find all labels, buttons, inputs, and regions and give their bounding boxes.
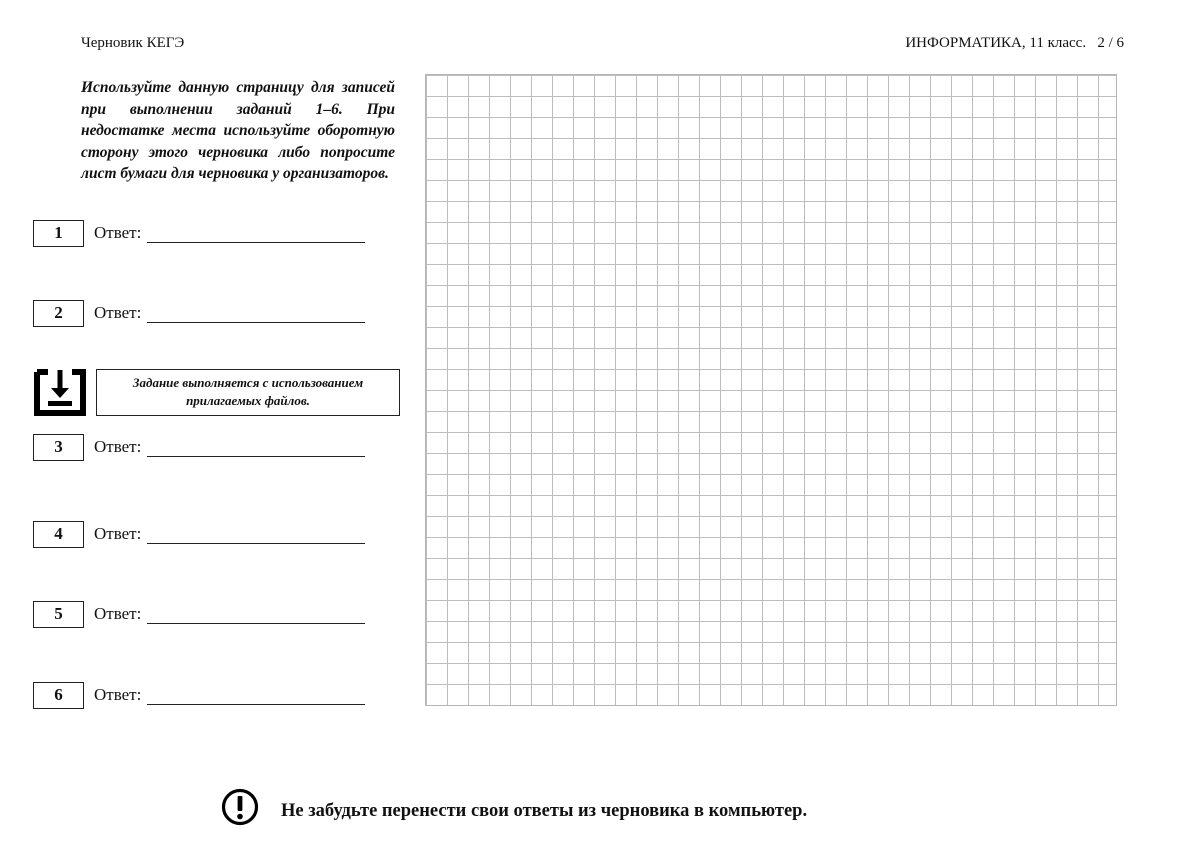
answer-label: Ответ: xyxy=(94,437,142,456)
task-number: 2 xyxy=(33,300,84,327)
task-1 xyxy=(33,219,365,247)
answer-label: Ответ: xyxy=(94,524,142,543)
file-note: Задание выполняется с использованием прилагаемых файлов. xyxy=(96,369,400,416)
answer-line[interactable] xyxy=(147,226,365,243)
instructions: Используйте данную страницу для записей при выполнении заданий 1–6. При недостатке места используйте оборотную сторону этого черновика либо попросите лист бумаги для черновика у организаторов. xyxy=(81,79,395,182)
answer-label: Ответ: xyxy=(94,303,142,322)
exclamation-circle-icon xyxy=(221,788,259,826)
download-file-icon xyxy=(33,368,87,417)
task-6 xyxy=(33,681,365,709)
task-5 xyxy=(33,600,365,628)
header-left: Черновик КЕГЭ xyxy=(81,35,185,51)
answer-label: Ответ: xyxy=(94,604,142,623)
answer-label: Ответ: xyxy=(94,223,142,242)
task-3 xyxy=(33,433,365,461)
header-right xyxy=(905,35,1124,52)
grid-cells xyxy=(425,74,1117,706)
page-number: 2 / 6 xyxy=(1097,35,1124,51)
task-number: 1 xyxy=(33,220,84,247)
answer-line[interactable] xyxy=(147,607,365,624)
header-subject: ИНФОРМАТИКА, 11 класс. xyxy=(905,35,1087,51)
task-number: 4 xyxy=(33,521,84,548)
task-number: 6 xyxy=(33,682,84,709)
draft-grid[interactable] xyxy=(425,74,1119,706)
task-number: 3 xyxy=(33,434,84,461)
reminder-text: Не забудьте перенести свои ответы из черновика в компьютер. xyxy=(281,801,808,821)
task-number: 5 xyxy=(33,601,84,628)
answer-line[interactable] xyxy=(147,440,365,457)
answer-line[interactable] xyxy=(147,527,365,544)
answer-line[interactable] xyxy=(147,306,365,323)
answer-label: Ответ: xyxy=(94,685,142,704)
task-2 xyxy=(33,299,365,327)
task-4 xyxy=(33,520,365,548)
answer-line[interactable] xyxy=(147,688,365,705)
